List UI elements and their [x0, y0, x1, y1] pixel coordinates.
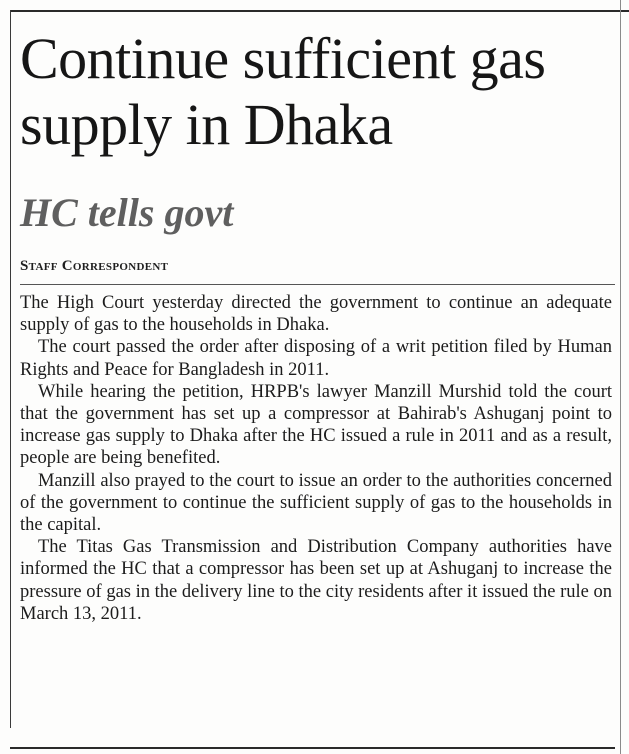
byline-separator	[20, 284, 615, 285]
kicker-subheadline: HC tells govt	[20, 190, 234, 235]
article-body	[20, 292, 612, 625]
paragraph: While hearing the petition, HRPB's lawyer Manzill Murshid told the court that the government has set up a compressor at Bahirab's Ashuganj point to increase gas supply to Dhaka after the HC issued a rule in 2011 and as a result, people are being benefited.	[20, 381, 612, 469]
right-edge-rule	[620, 0, 621, 754]
bottom-rule	[10, 747, 615, 749]
byline: Staff Correspondent	[20, 258, 169, 274]
left-column-rule	[10, 10, 11, 728]
top-rule	[10, 10, 629, 12]
paragraph: The court passed the order after disposing of a writ petition filed by Human Rights and Peace for Bangladesh in 2011.	[20, 337, 612, 380]
paragraph: Manzill also prayed to the court to issue an order to the authorities concerned of the government to continue the sufficient supply of gas to the households in the capital.	[20, 470, 612, 536]
headline: Continue sufficient gas supply in Dhaka	[20, 26, 546, 157]
paragraph: The Titas Gas Transmission and Distribution Company authorities have informed the HC that a compressor has been set up at Ashuganj to increase the pressure of gas in the delivery line to the city residents after it issued the rule on March 13, 2011.	[20, 537, 612, 624]
paragraph: The High Court yesterday directed the government to continue an adequate supply of gas to the households in Dhaka.	[20, 293, 612, 336]
